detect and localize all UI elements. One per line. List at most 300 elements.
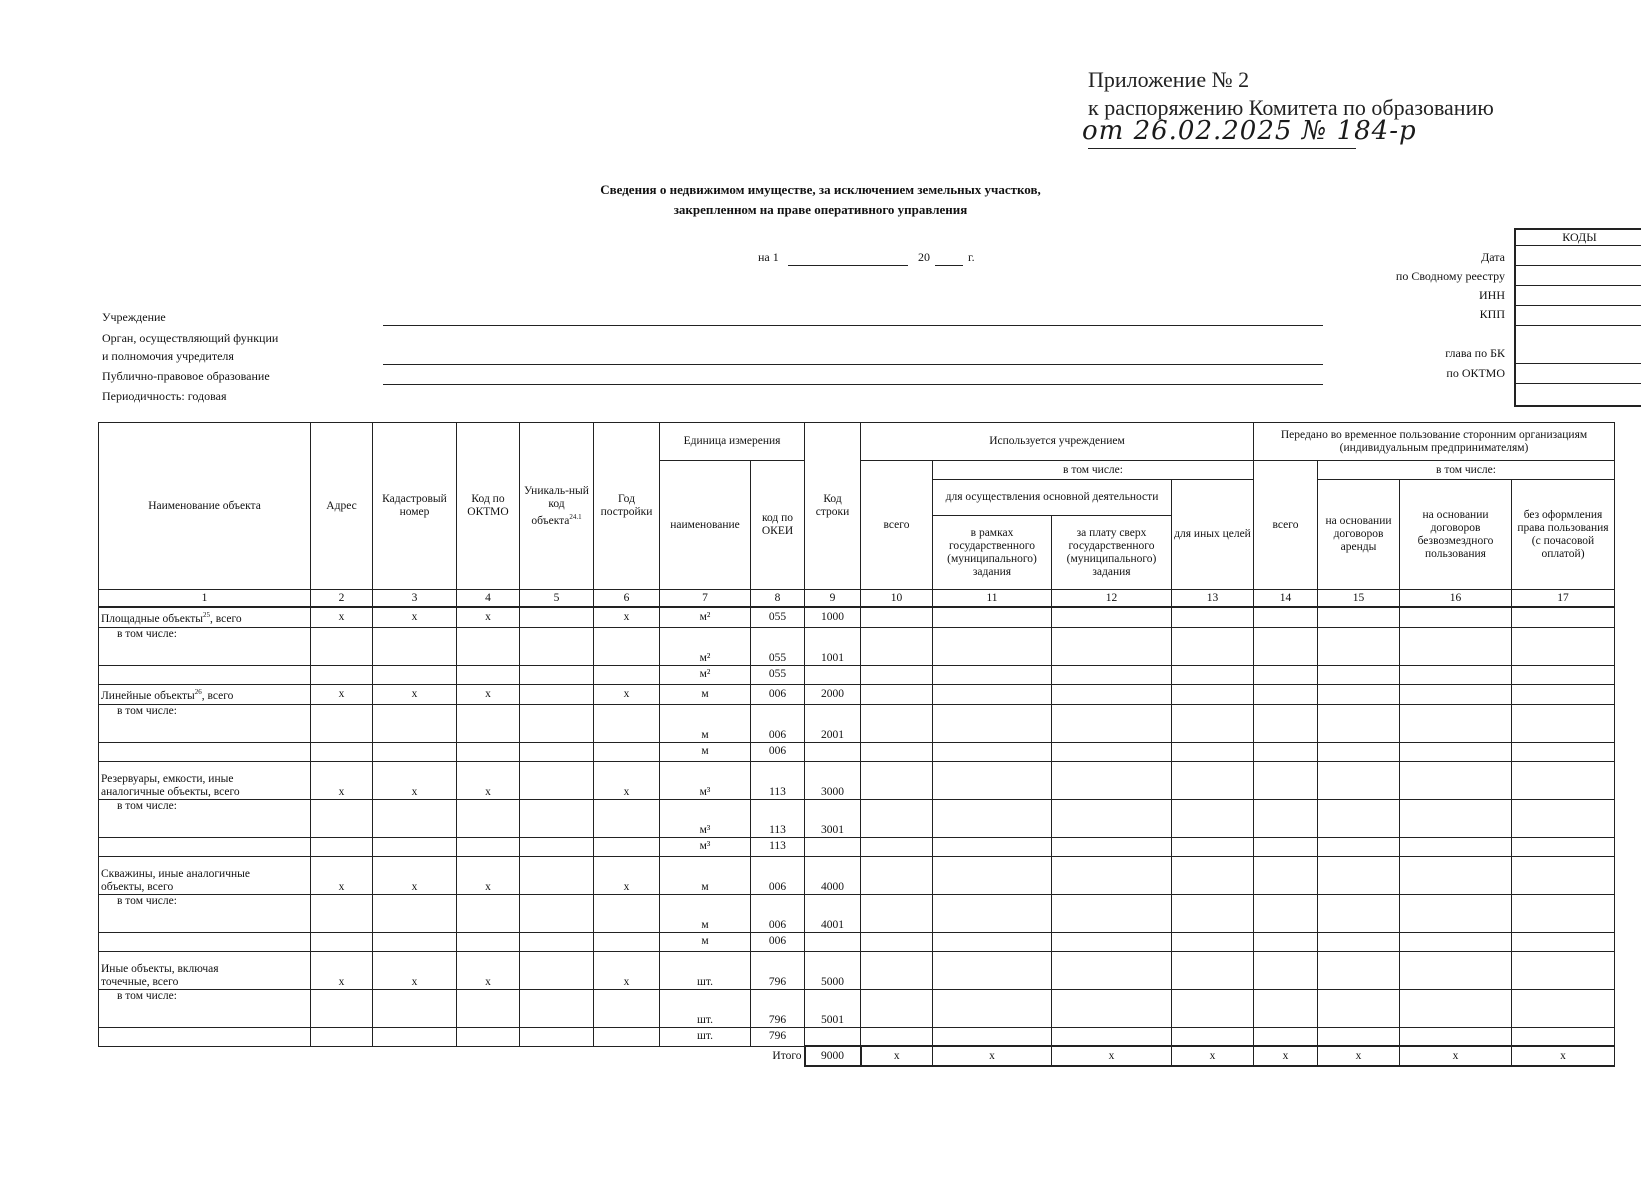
sub-cell[interactable] [457,989,520,1027]
code-label-bk: глава по БК [1445,346,1505,360]
hdr-cadastral: Кадастровый номер [373,423,457,590]
value-cell[interactable] [1172,989,1254,1027]
object-name-sub[interactable] [99,665,311,684]
value-cell[interactable] [1318,837,1400,856]
itogo-code: 9000 [805,1046,861,1066]
value-cell[interactable] [1512,1027,1615,1046]
sub-cell[interactable] [457,627,520,665]
sub-cell[interactable] [457,894,520,932]
okei-cell: 006 [751,684,805,704]
col-num: 10 [861,590,933,608]
form-title-line-1: Сведения о недвижимом имуществе, за исключением земельных участков, [600,182,1041,197]
table-row-sub [99,627,1615,665]
value-cell[interactable] [1254,684,1318,704]
col-num: 8 [751,590,805,608]
value-cell[interactable] [1512,761,1615,799]
col-num: 7 [660,590,751,608]
value-cell[interactable] [861,894,933,932]
sub-cell[interactable] [457,742,520,761]
sub-cell[interactable] [520,1027,594,1046]
value-cell[interactable] [1400,742,1512,761]
sub-cell[interactable] [457,704,520,742]
value-cell[interactable] [861,607,933,627]
value-cell[interactable] [1172,856,1254,894]
sub-cell[interactable] [520,989,594,1027]
object-name [99,684,311,704]
appendix-line-1: Приложение № 2 [1088,67,1250,92]
hdr-lease: на основании договоров аренды [1318,480,1400,590]
value-cell[interactable] [1318,742,1400,761]
object-name-line-1: Резервуары, емкости, иные [101,772,234,785]
table-row-sub [99,799,1615,837]
object-name-sub[interactable] [99,932,311,951]
value-cell[interactable] [1512,951,1615,989]
code-cell-registry[interactable] [1516,266,1641,286]
value-cell[interactable] [1254,989,1318,1027]
table-row-sub [99,1027,1615,1046]
value-cell[interactable] [1254,742,1318,761]
okei-cell: 055 [751,665,805,684]
row-code-cell [805,1027,861,1046]
value-cell[interactable] [1512,989,1615,1027]
sub-cell[interactable] [373,989,457,1027]
value-cell[interactable] [933,607,1052,627]
value-cell[interactable] [1318,607,1400,627]
value-cell[interactable] [1254,607,1318,627]
sub-cell[interactable] [311,799,373,837]
cadastral-cell: х [373,607,457,627]
sub-cell[interactable] [594,989,660,1027]
sub-cell[interactable] [594,894,660,932]
value-cell[interactable] [1172,1027,1254,1046]
sub-cell[interactable] [373,894,457,932]
address-cell: х [311,761,373,799]
sub-cell[interactable] [520,704,594,742]
value-cell[interactable] [1400,607,1512,627]
value-cell[interactable] [1512,607,1615,627]
unit-name-cell: м [660,894,751,932]
value-cell[interactable] [1318,932,1400,951]
unit-name-cell: шт. [660,989,751,1027]
value-cell[interactable] [1052,665,1172,684]
value-cell[interactable] [1512,837,1615,856]
object-name-text: Линейные объекты [101,689,195,702]
value-cell[interactable] [1400,665,1512,684]
codes-box [1514,228,1641,407]
sub-cell[interactable] [520,742,594,761]
itogo-spacer [99,1046,751,1066]
table-row-sub [99,665,1615,684]
label-organ-2: и полномочия учредителя [102,349,234,363]
value-cell[interactable] [1318,894,1400,932]
unique-code-cell[interactable] [520,761,594,799]
row-code-cell [805,837,861,856]
sub-cell[interactable] [311,665,373,684]
sub-cell[interactable] [373,799,457,837]
value-cell[interactable] [1400,761,1512,799]
value-cell[interactable] [933,951,1052,989]
sub-cell[interactable] [594,932,660,951]
sub-cell[interactable] [594,665,660,684]
sub-cell[interactable] [311,1027,373,1046]
value-cell[interactable] [933,742,1052,761]
value-cell[interactable] [1172,932,1254,951]
value-cell[interactable] [933,627,1052,665]
col-num: 2 [311,590,373,608]
value-cell[interactable] [1172,951,1254,989]
label-organ-1: Орган, осуществляющий функции [102,331,279,345]
unit-name-cell: м² [660,665,751,684]
value-cell[interactable] [861,761,933,799]
value-cell[interactable] [1512,932,1615,951]
itogo-x-cell: х [1052,1046,1172,1066]
codes-header: КОДЫ [1516,230,1641,246]
value-cell[interactable] [1052,932,1172,951]
value-cell[interactable] [861,684,933,704]
value-cell[interactable] [1400,894,1512,932]
sub-cell[interactable] [594,704,660,742]
value-cell[interactable] [1254,627,1318,665]
object-name-sub[interactable] [99,837,311,856]
sub-cell[interactable] [594,627,660,665]
sub-cell[interactable] [311,742,373,761]
okei-cell: 006 [751,704,805,742]
object-name-suffix: , всего [210,612,242,625]
cadastral-cell: х [373,856,457,894]
value-cell[interactable] [1254,761,1318,799]
code-cell-date[interactable] [1516,246,1641,266]
value-cell[interactable] [1052,704,1172,742]
object-name-sub: в том числе: [99,627,311,665]
hdr-used-total: всего [861,461,933,590]
value-cell[interactable] [1318,951,1400,989]
code-label-date: Дата [1481,250,1505,264]
itogo-x-cell: х [1400,1046,1512,1066]
code-cell-kpp[interactable] [1516,306,1641,326]
footnote-ref: 25 [203,610,211,619]
unit-name-cell: м² [660,627,751,665]
value-cell[interactable] [1400,932,1512,951]
value-cell[interactable] [1318,627,1400,665]
value-cell[interactable] [861,665,933,684]
value-cell[interactable] [1172,837,1254,856]
object-name-line-2: точечные, всего [101,975,179,988]
value-cell[interactable] [1172,607,1254,627]
value-cell[interactable] [1052,607,1172,627]
value-cell[interactable] [1400,856,1512,894]
year-cell: х [594,684,660,704]
sub-cell[interactable] [311,837,373,856]
hdr-row-code: Код строки [805,423,861,590]
code-label-inn: ИНН [1479,288,1505,302]
value-cell[interactable] [1254,951,1318,989]
unit-name-cell: м [660,742,751,761]
hdr-other-goals: для иных целей [1172,480,1254,590]
value-cell[interactable] [1254,665,1318,684]
value-cell[interactable] [1512,799,1615,837]
value-cell[interactable] [1052,684,1172,704]
table-row-total [99,607,1615,627]
value-cell[interactable] [933,989,1052,1027]
value-cell[interactable] [1512,894,1615,932]
value-cell[interactable] [1400,837,1512,856]
value-cell[interactable] [1172,799,1254,837]
row-code-cell: 2001 [805,704,861,742]
date-prefix: на 1 [758,250,779,264]
value-cell[interactable] [1400,799,1512,837]
date-blank-line[interactable] [788,265,908,266]
value-cell[interactable] [1318,665,1400,684]
col-num: 14 [1254,590,1318,608]
row-code-cell: 1001 [805,627,861,665]
sub-cell[interactable] [594,1027,660,1046]
col-num: 6 [594,590,660,608]
value-cell[interactable] [1052,894,1172,932]
sub-cell[interactable] [311,627,373,665]
sub-cell[interactable] [594,742,660,761]
label-public-entity: Публично-правовое образование [102,369,270,383]
oktmo-cell: х [457,607,520,627]
hdr-address: Адрес [311,423,373,590]
value-cell[interactable] [1052,799,1172,837]
value-cell[interactable] [933,665,1052,684]
col-num: 12 [1052,590,1172,608]
footnote-ref: 26 [194,687,202,696]
unique-code-cell[interactable] [520,684,594,704]
col-num: 4 [457,590,520,608]
itogo-x-cell: х [1318,1046,1400,1066]
value-cell[interactable] [933,856,1052,894]
value-cell[interactable] [1254,894,1318,932]
value-cell[interactable] [1318,799,1400,837]
value-cell[interactable] [1172,665,1254,684]
col-num: 5 [520,590,594,608]
public-entity-line[interactable] [383,384,1323,385]
value-cell[interactable] [1172,684,1254,704]
object-name-sub[interactable] [99,742,311,761]
value-cell[interactable] [1318,761,1400,799]
okei-cell: 796 [751,1027,805,1046]
itogo-label: Итого [751,1046,805,1066]
oktmo-cell: х [457,951,520,989]
sub-cell[interactable] [520,894,594,932]
sub-cell[interactable] [457,1027,520,1046]
handwritten-date-number: от 26.02.2025 № 184-р [1082,116,1417,146]
object-name-sub: в том числе: [99,989,311,1027]
hdr-main-activity: для осуществления основной деятельности [933,480,1172,516]
value-cell[interactable] [1512,742,1615,761]
table-row-total [99,684,1615,704]
unique-code-cell[interactable] [520,607,594,627]
year-cell: х [594,761,660,799]
sub-cell[interactable] [311,894,373,932]
code-label-oktmo: по ОКТМО [1446,366,1505,380]
value-cell[interactable] [1254,856,1318,894]
unit-name-cell: шт. [660,951,751,989]
hdr-used-including: в том числе: [933,461,1254,480]
object-name [99,951,311,989]
row-code-cell: 4001 [805,894,861,932]
value-cell[interactable] [1172,761,1254,799]
table-row-total [99,761,1615,799]
value-cell[interactable] [861,627,933,665]
value-cell[interactable] [933,799,1052,837]
sub-cell[interactable] [520,932,594,951]
unit-name-cell: м [660,856,751,894]
row-code-cell: 2000 [805,684,861,704]
value-cell[interactable] [1052,742,1172,761]
sub-cell[interactable] [373,932,457,951]
value-cell[interactable] [1318,989,1400,1027]
okei-cell: 113 [751,799,805,837]
table-row-sub [99,989,1615,1027]
sub-cell[interactable] [373,837,457,856]
value-cell[interactable] [933,837,1052,856]
value-cell[interactable] [1052,627,1172,665]
sub-cell[interactable] [311,932,373,951]
organ-line[interactable] [383,364,1323,365]
col-num: 15 [1318,590,1400,608]
sub-cell[interactable] [373,1027,457,1046]
value-cell[interactable] [933,684,1052,704]
sub-cell[interactable] [520,837,594,856]
unique-code-cell[interactable] [520,951,594,989]
sub-cell[interactable] [373,704,457,742]
value-cell[interactable] [861,799,933,837]
value-cell[interactable] [1400,1027,1512,1046]
sub-cell[interactable] [520,799,594,837]
value-cell[interactable] [1318,856,1400,894]
value-cell[interactable] [1254,704,1318,742]
hdr-paid-over: за плату сверх государственного (муниципального) задания [1052,516,1172,590]
row-code-cell: 5001 [805,989,861,1027]
sub-cell[interactable] [594,837,660,856]
object-name-sub[interactable] [99,1027,311,1046]
institution-line[interactable] [383,325,1323,326]
code-cell-oktmo[interactable] [1516,364,1641,384]
cadastral-cell: х [373,951,457,989]
value-cell[interactable] [1172,627,1254,665]
value-cell[interactable] [861,932,933,951]
value-cell[interactable] [1318,684,1400,704]
unit-name-cell: м³ [660,761,751,799]
sub-cell[interactable] [520,627,594,665]
sub-cell[interactable] [311,704,373,742]
value-cell[interactable] [1400,627,1512,665]
object-name-sub: в том числе: [99,704,311,742]
hdr-state-task: в рамках государственного (муниципального) задания [933,516,1052,590]
value-cell[interactable] [1052,837,1172,856]
value-cell[interactable] [1512,856,1615,894]
form-title-line-2: закрепленном на праве оперативного управления [673,202,968,217]
value-cell[interactable] [933,761,1052,799]
unique-code-cell[interactable] [520,856,594,894]
hdr-transferred-including: в том числе: [1318,461,1615,480]
address-cell: х [311,951,373,989]
value-cell[interactable] [1512,684,1615,704]
value-cell[interactable] [1400,951,1512,989]
object-name-sub: в том числе: [99,894,311,932]
value-cell[interactable] [1172,704,1254,742]
value-cell[interactable] [1512,704,1615,742]
value-cell[interactable] [1400,704,1512,742]
row-code-cell: 4000 [805,856,861,894]
value-cell[interactable] [861,856,933,894]
code-cell-bk[interactable] [1516,326,1641,364]
oktmo-cell: х [457,684,520,704]
object-name [99,761,311,799]
sub-cell[interactable] [594,799,660,837]
unit-name-cell: м³ [660,799,751,837]
value-cell[interactable] [861,951,933,989]
value-cell[interactable] [1052,989,1172,1027]
sub-cell[interactable] [457,837,520,856]
table-row-sub [99,894,1615,932]
value-cell[interactable] [933,894,1052,932]
value-cell[interactable] [861,1027,933,1046]
label-institution: Учреждение [102,310,166,324]
value-cell[interactable] [1052,761,1172,799]
value-cell[interactable] [1052,1027,1172,1046]
value-cell[interactable] [1172,894,1254,932]
value-cell[interactable] [861,742,933,761]
value-cell[interactable] [1254,1027,1318,1046]
code-cell-inn[interactable] [1516,286,1641,306]
unit-name-cell: м² [660,607,751,627]
value-cell[interactable] [933,1027,1052,1046]
itogo-x-cell: х [1172,1046,1254,1066]
value-cell[interactable] [1400,989,1512,1027]
date-suffix: г. [968,250,975,264]
sub-cell[interactable] [457,665,520,684]
value-cell[interactable] [1254,799,1318,837]
itogo-x-cell: х [1254,1046,1318,1066]
value-cell[interactable] [861,837,933,856]
value-cell[interactable] [1318,1027,1400,1046]
col-num: 16 [1400,590,1512,608]
sub-cell[interactable] [373,742,457,761]
value-cell[interactable] [1254,837,1318,856]
hdr-free-use: на основании договоров безвозмездного пользования [1400,480,1512,590]
okei-cell: 796 [751,989,805,1027]
sub-cell[interactable] [373,627,457,665]
sub-cell[interactable] [457,799,520,837]
table-row-total [99,856,1615,894]
year-blank-line[interactable] [935,265,963,266]
value-cell[interactable] [1052,856,1172,894]
value-cell[interactable] [1512,665,1615,684]
value-cell[interactable] [1052,951,1172,989]
value-cell[interactable] [933,704,1052,742]
table-row-sub [99,932,1615,951]
okei-cell: 796 [751,951,805,989]
value-cell[interactable] [1512,627,1615,665]
sub-cell[interactable] [457,932,520,951]
value-cell[interactable] [1254,932,1318,951]
sub-cell[interactable] [520,665,594,684]
sub-cell[interactable] [311,989,373,1027]
value-cell[interactable] [1400,684,1512,704]
okei-cell: 006 [751,742,805,761]
value-cell[interactable] [861,704,933,742]
value-cell[interactable] [1318,704,1400,742]
hdr-transferred: Передано во временное пользование сторонним организациям (индивидуальным предпринимателям) [1254,423,1615,461]
value-cell[interactable] [933,932,1052,951]
itogo-x-cell: х [933,1046,1052,1066]
sub-cell[interactable] [373,665,457,684]
value-cell[interactable] [1172,742,1254,761]
value-cell[interactable] [861,989,933,1027]
